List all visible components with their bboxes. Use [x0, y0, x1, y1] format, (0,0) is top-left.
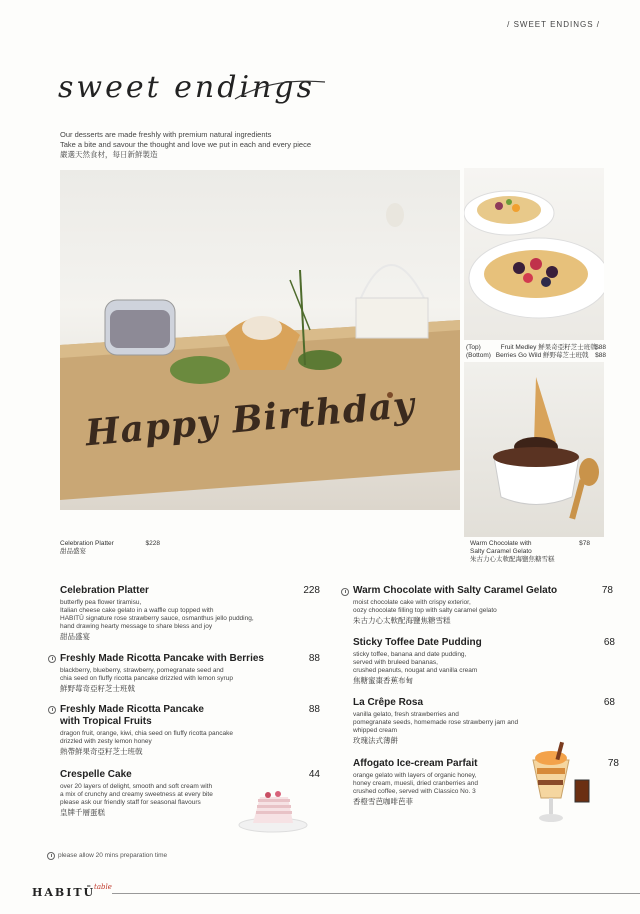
- item-name: Freshly Made Ricotta Pancake with Berries: [60, 653, 264, 664]
- brand-logo: HABITŪ: [32, 886, 96, 899]
- item-price: 88: [308, 653, 320, 664]
- clock-icon: [48, 706, 56, 714]
- pancake-photo: [464, 168, 604, 340]
- item-name-cn: 焦糖蜜棗香蕉布甸: [353, 676, 413, 685]
- menu-item-warm-chocolate: [353, 585, 613, 625]
- item-price: 88: [308, 704, 320, 715]
- intro-line-3: 嚴選天然食材，每日新鮮製造: [60, 150, 158, 159]
- warm-chocolate-photo: [464, 362, 604, 537]
- intro-line-2: Take a bite and savour the thought and love we put in each and every piece: [60, 140, 312, 149]
- choc-caption-line-2: Salty Caramel Gelato: [470, 548, 532, 555]
- menu-item-sticky-toffee: [353, 637, 615, 685]
- item-desc: sticky toffee, banana and date pudding, served with bruleed bananas, crushed peanuts, nougat and vanilla cream: [353, 651, 478, 674]
- platter-caption-price: $228: [145, 540, 160, 547]
- caption-row-bottom: [466, 352, 606, 360]
- platter-illustration: [60, 170, 460, 510]
- item-desc: moist chocolate cake with crispy exterior, oozy chocolate filling top with salty caramel gelato: [353, 599, 497, 614]
- choc-caption-line-1: Warm Chocolate with: [470, 540, 532, 547]
- item-name: Freshly Made Ricotta Pancake with Tropical Fruits: [60, 704, 204, 727]
- item-name-cn: 熱帶鮮果奇亞籽芝士班戟: [60, 747, 143, 756]
- menu-item-celebration-platter: [60, 585, 320, 641]
- caption-bottom-price: $88: [595, 352, 606, 359]
- brand-logo-sub: table: [94, 883, 112, 891]
- chocolate-photo-caption: [470, 540, 590, 564]
- intro-line-1: Our desserts are made freshly with premium natural ingredients: [60, 130, 272, 139]
- pancake-photo-caption: [466, 344, 606, 360]
- menu-item-ricotta-tropical: [60, 704, 320, 756]
- item-name: Sticky Toffee Date Pudding: [353, 637, 482, 648]
- item-desc: dragon fruit, orange, kiwi, chia seed on fluffy ricotta pancake drizzled with zesty lemon honey: [60, 730, 233, 745]
- clock-icon: [48, 655, 56, 663]
- footer-divider: [112, 893, 640, 894]
- item-name: Crespelle Cake: [60, 769, 132, 780]
- item-name-cn: 香橙雪芭咖啡芭菲: [353, 797, 413, 806]
- menu-item-la-crepe-rosa: [353, 697, 615, 745]
- clock-icon: [341, 588, 349, 596]
- chocolate-illustration: [464, 362, 604, 537]
- affogato-parfait-photo: [525, 740, 595, 825]
- item-price: 68: [603, 697, 615, 708]
- platter-caption-cn: 甜品盛宴: [60, 548, 86, 555]
- item-price: 78: [607, 758, 619, 769]
- crespelle-cake-photo: [238, 785, 308, 833]
- section-tag: / SWEET ENDINGS /: [507, 20, 600, 29]
- item-price: 228: [303, 585, 320, 596]
- item-desc: vanilla gelato, fresh strawberries and pomegranate seeds, homemade rose strawberry jam and whipped cream: [353, 711, 519, 734]
- item-name-cn: 鮮野莓奇亞籽芝士班戟: [60, 684, 135, 693]
- item-desc: butterfly pea flower tiramisu, Italian cheese cake gelato in a waffle cup topped with HABITŪ signature rose strawberry sauce, osmanthus jello pudding, hand drawing hearty message to share bless and joy: [60, 599, 254, 630]
- choc-caption-cn: 朱古力心太軟配海鹽焦糖雪糕: [470, 556, 555, 563]
- item-price: 78: [601, 585, 613, 596]
- platter-caption-name: Celebration Platter: [60, 540, 114, 547]
- item-name-cn: 甜品盛宴: [60, 632, 90, 641]
- intro-text: [60, 130, 420, 160]
- item-price: 68: [603, 637, 615, 648]
- caption-row-top: [466, 344, 606, 352]
- caption-bottom-name: Berries Go Wild 鮮野莓芝士班戟: [495, 352, 589, 359]
- caption-top-name: Fruit Medley 鮮果奇亞籽芝士班戟: [500, 344, 597, 351]
- clock-icon: [47, 852, 55, 860]
- item-name-cn: 玫瑰法式薄餅: [353, 736, 398, 745]
- platter-photo-caption: [60, 540, 160, 556]
- item-name-cn: 朱古力心太軟配海鹽焦糖雪糕: [353, 616, 451, 625]
- item-desc: over 20 layers of delight, smooth and soft cream with a mix of crunchy and creamy sweetness at every bite please ask our friendly staff for seasonal flavours: [60, 783, 213, 806]
- pancake-illustration: [464, 168, 604, 340]
- item-desc: blackberry, blueberry, strawberry, pomegranate seed and chia seed on fluffy ricotta pancake drizzled with lemon syrup: [60, 667, 233, 682]
- choc-caption-price: $78: [579, 540, 590, 547]
- preparation-note: please allow 20 mins preparation time: [58, 852, 168, 859]
- happy-birthday-text: Happy Birthday: [83, 383, 417, 455]
- item-desc: orange gelato with layers of organic honey, honey cream, muesli, dried cranberries and crushed coffee, served with Classico No. 3: [353, 772, 479, 795]
- item-name: La Crêpe Rosa: [353, 697, 424, 708]
- caption-top-price: $88: [595, 344, 606, 351]
- title-swash-decoration: [230, 74, 330, 104]
- menu-item-ricotta-berries: [60, 653, 320, 693]
- caption-top-label: (Top): [466, 344, 481, 351]
- item-name-cn: 皇牌千層蛋糕: [60, 808, 105, 817]
- item-name: Affogato Ice-cream Parfait: [353, 758, 478, 769]
- celebration-platter-photo: [60, 170, 460, 510]
- caption-bottom-label: (Bottom): [466, 352, 491, 359]
- page-title: sweet endings: [58, 70, 315, 105]
- item-name: Celebration Platter: [60, 585, 149, 596]
- item-name: Warm Chocolate with Salty Caramel Gelato: [353, 585, 558, 596]
- item-price: 44: [308, 769, 320, 780]
